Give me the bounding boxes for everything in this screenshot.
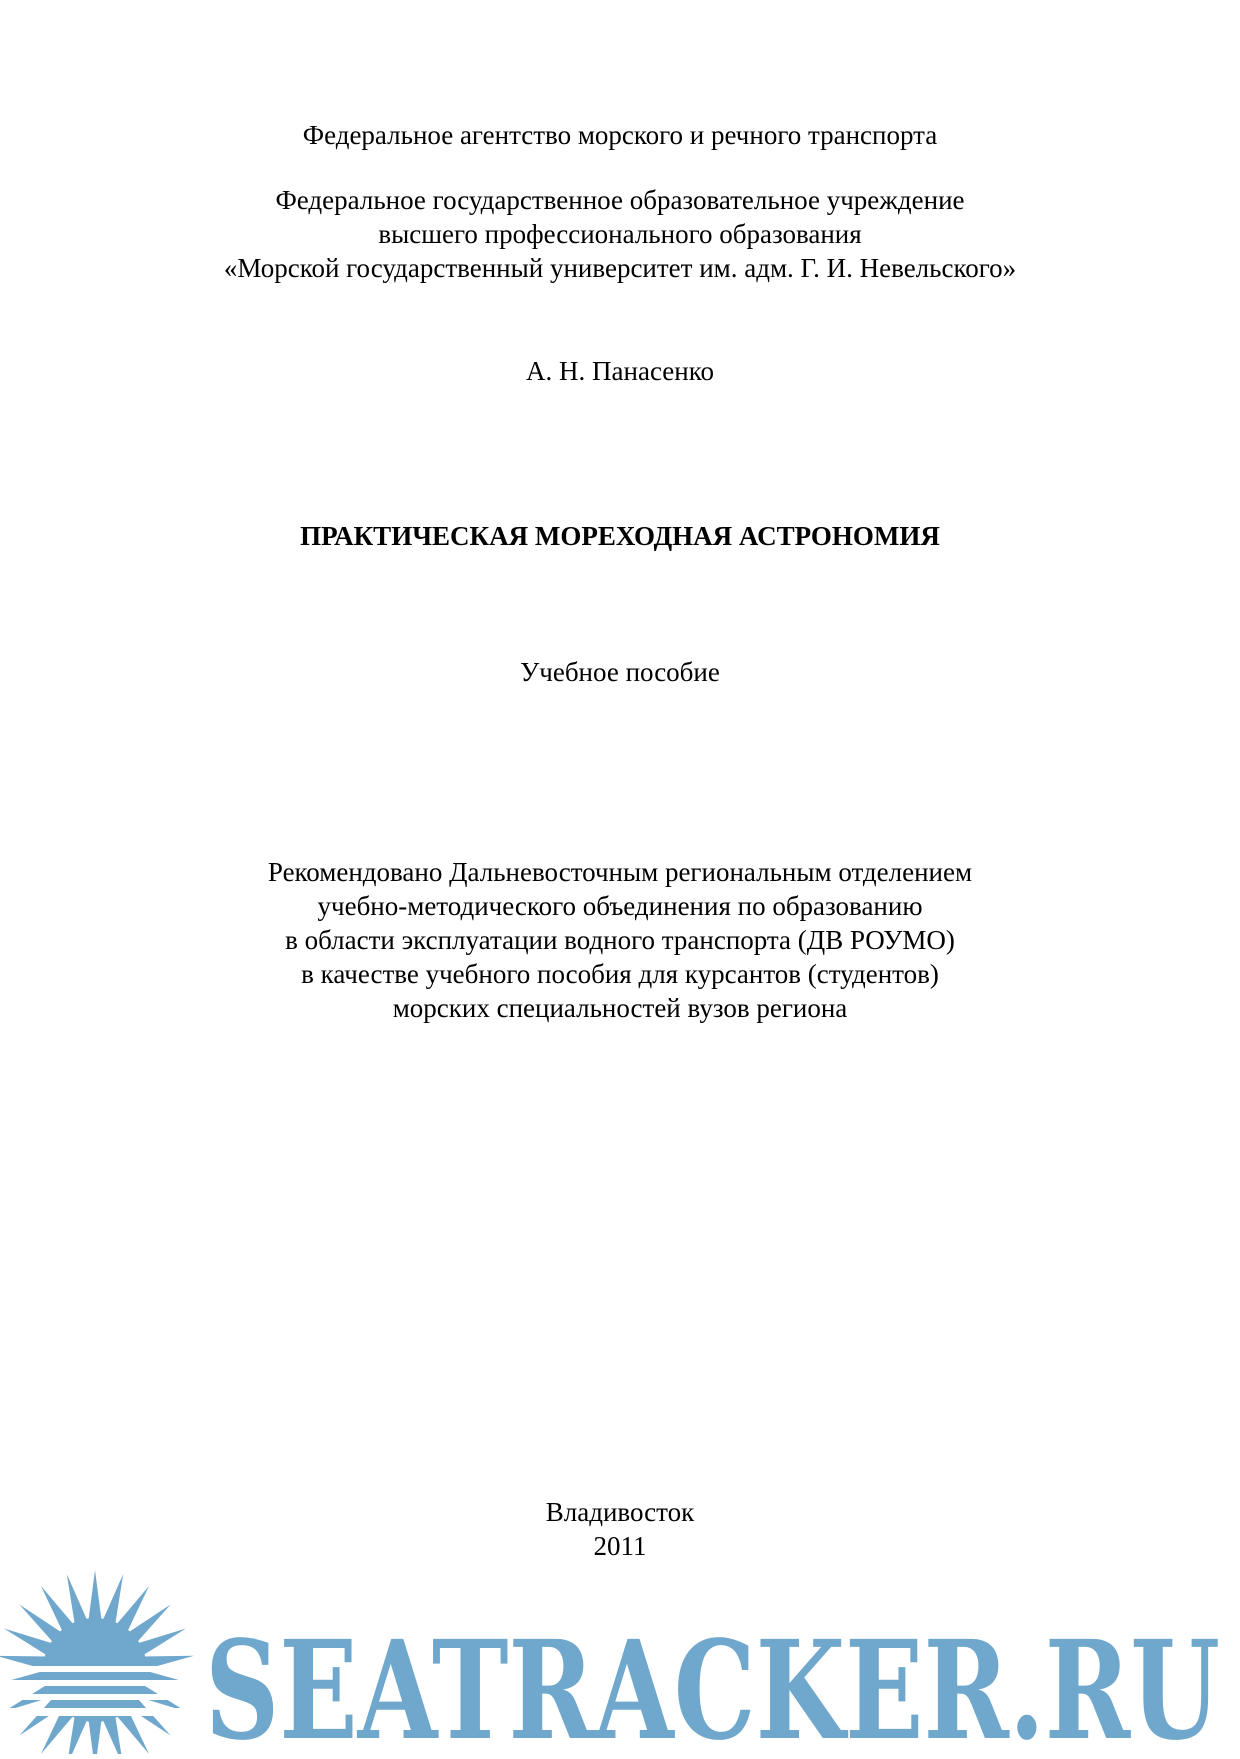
publication-block xyxy=(0,1495,1240,1563)
agency-name: Федеральное агентство морского и речного транспорта xyxy=(302,120,938,150)
recommendation-line: учебно-методического объединения по образованию xyxy=(317,891,923,921)
watermark-text: SEATRACKER.RU xyxy=(205,1611,1220,1754)
recommendation-line: в области эксплуатации водного транспорта (ДВ РОУМО) xyxy=(285,925,955,955)
watermark xyxy=(0,1570,1240,1754)
institution-block xyxy=(0,183,1240,285)
sun-icon xyxy=(0,1570,200,1754)
institution-line: высшего профессионального образования xyxy=(378,219,862,249)
publication-year: 2011 xyxy=(593,1531,647,1561)
author-name: А. Н. Панасенко xyxy=(526,356,714,386)
recommendation-line: в качестве учебного пособия для курсантов (студентов) xyxy=(301,959,939,989)
document-subtitle: Учебное пособие xyxy=(520,657,720,687)
recommendation-line: морских специальностей вузов региона xyxy=(392,993,848,1023)
recommendation-block xyxy=(0,855,1240,1025)
sun-stripe xyxy=(0,1708,200,1716)
publication-city: Владивосток xyxy=(545,1497,695,1527)
sun-stripe xyxy=(0,1680,200,1686)
sun-stripe xyxy=(0,1694,200,1700)
institution-line: Федеральное государственное образовательное учреждение xyxy=(275,185,965,215)
recommendation-line: Рекомендовано Дальневосточным региональным отделением xyxy=(267,857,973,887)
document-title: ПРАКТИЧЕСКАЯ МОРЕХОДНАЯ АСТРОНОМИЯ xyxy=(300,521,940,551)
institution-line: «Морской государственный университет им. адм. Г. И. Невельского» xyxy=(223,253,1017,283)
sun-stripe xyxy=(0,1666,200,1672)
